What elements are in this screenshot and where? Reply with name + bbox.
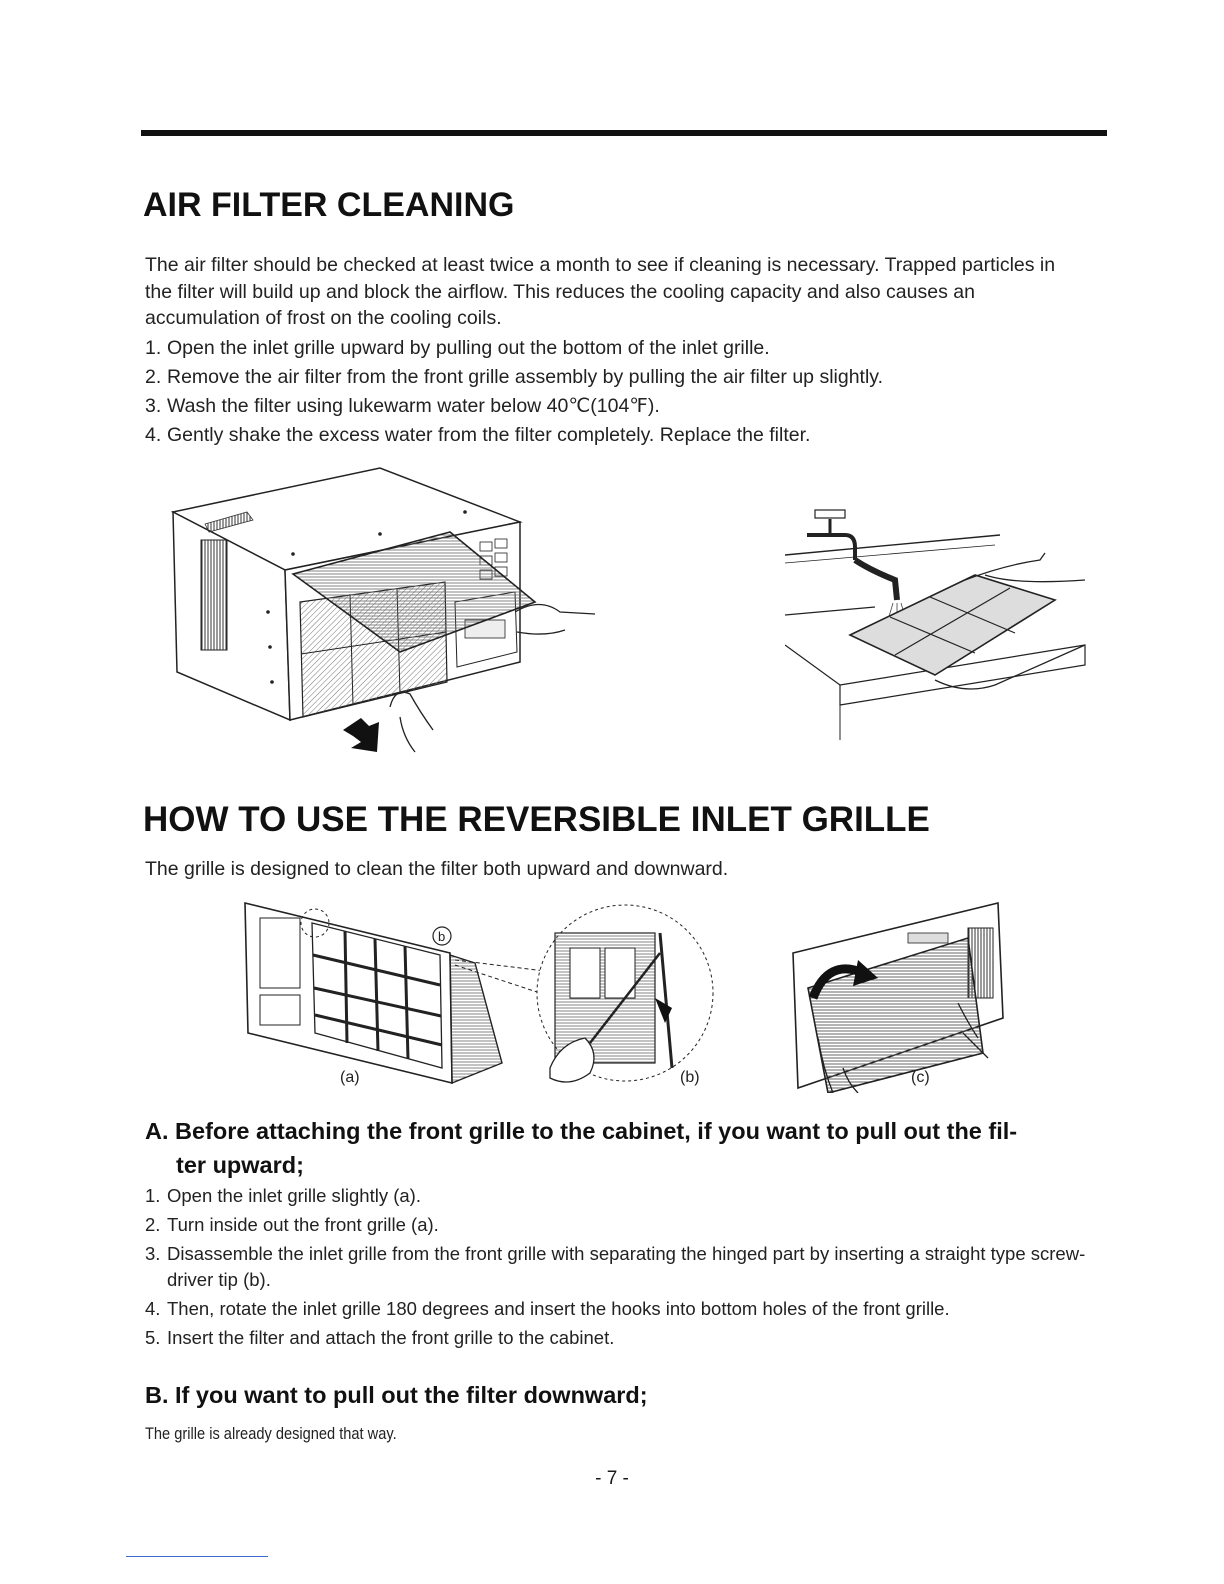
header-rule [141,130,1107,136]
step-text: Open the inlet grille upward by pulling out the bottom of the inlet grille. [167,337,770,359]
reversible-grille-detail-illustration [240,893,720,1093]
step-number: 3. [145,395,162,417]
reversible-grille-intro: The grille is designed to clean the filter both upward and downward. [145,858,729,880]
step-text: Open the inlet grille slightly (a). [167,1185,421,1206]
subsection-a-heading-line1: A. Before attaching the front grille to the cabinet, if you want to pull out the fil- [145,1118,1018,1144]
subsection-b-text: The grille is already designed that way. [145,1424,397,1443]
step-number: 2. [145,1214,161,1235]
air-filter-intro: The air filter should be checked at least twice a month to see if cleaning is necessary. Trapped particles in the filter will build up and block the airflow. This reduces the cooling capacity and also causes an accumulation of frost on the cooling coils. [145,254,1056,329]
step-text: Turn inside out the front grille (a). [167,1214,439,1235]
step-text: Disassemble the inlet grille from the front grille with separating the hinged part by inserting a straight type screw-driver tip (b). [167,1243,1086,1290]
subsection-a-heading-line2: ter upward; [176,1152,304,1178]
figure-caption-a: (a) [340,1069,360,1086]
list-item [145,1296,1095,1322]
list-item [145,422,1085,448]
footer-link-underline [126,1556,268,1557]
subsection-a-heading [145,1114,1095,1182]
section-title-air-filter-cleaning: AIR FILTER CLEANING [143,186,515,224]
step-number: 4. [145,424,162,446]
filter-washing-illustration [785,505,1100,745]
page-number: - 7 - [595,1468,629,1489]
list-item [145,364,1085,390]
step-number: 1. [145,337,162,359]
step-number: 2. [145,366,162,388]
callout-letter: b [438,929,446,944]
list-item [145,1241,1095,1293]
grille-rotation-illustration [788,898,1008,1093]
step-number: 4. [145,1298,161,1319]
step-number: 3. [145,1243,161,1264]
ac-unit-open-grille-illustration [165,462,605,777]
list-item [145,1183,1095,1209]
subsection-b-heading: B. If you want to pull out the filter downward; [145,1382,648,1408]
step-text: Insert the filter and attach the front grille to the cabinet. [167,1327,615,1348]
subsection-a-steps [145,1183,1095,1354]
air-filter-steps [145,335,1085,451]
list-item [145,393,1085,419]
list-item [145,1325,1095,1351]
step-number: 5. [145,1327,161,1348]
step-text: Then, rotate the inlet grille 180 degrees and insert the hooks into bottom holes of the front grille. [167,1298,950,1319]
figure-caption-b: (b) [680,1069,700,1086]
step-text: Remove the air filter from the front grille assembly by pulling the air filter up slightly. [167,366,884,388]
section-title-reversible-inlet-grille: HOW TO USE THE REVERSIBLE INLET GRILLE [143,800,930,839]
step-number: 1. [145,1185,161,1206]
step-text: Wash the filter using lukewarm water below 40℃(104℉). [167,395,660,417]
figure-caption-c: (c) [911,1069,930,1086]
list-item [145,1212,1095,1238]
list-item [145,335,1085,361]
step-text: Gently shake the excess water from the filter completely. Replace the filter. [167,424,811,446]
